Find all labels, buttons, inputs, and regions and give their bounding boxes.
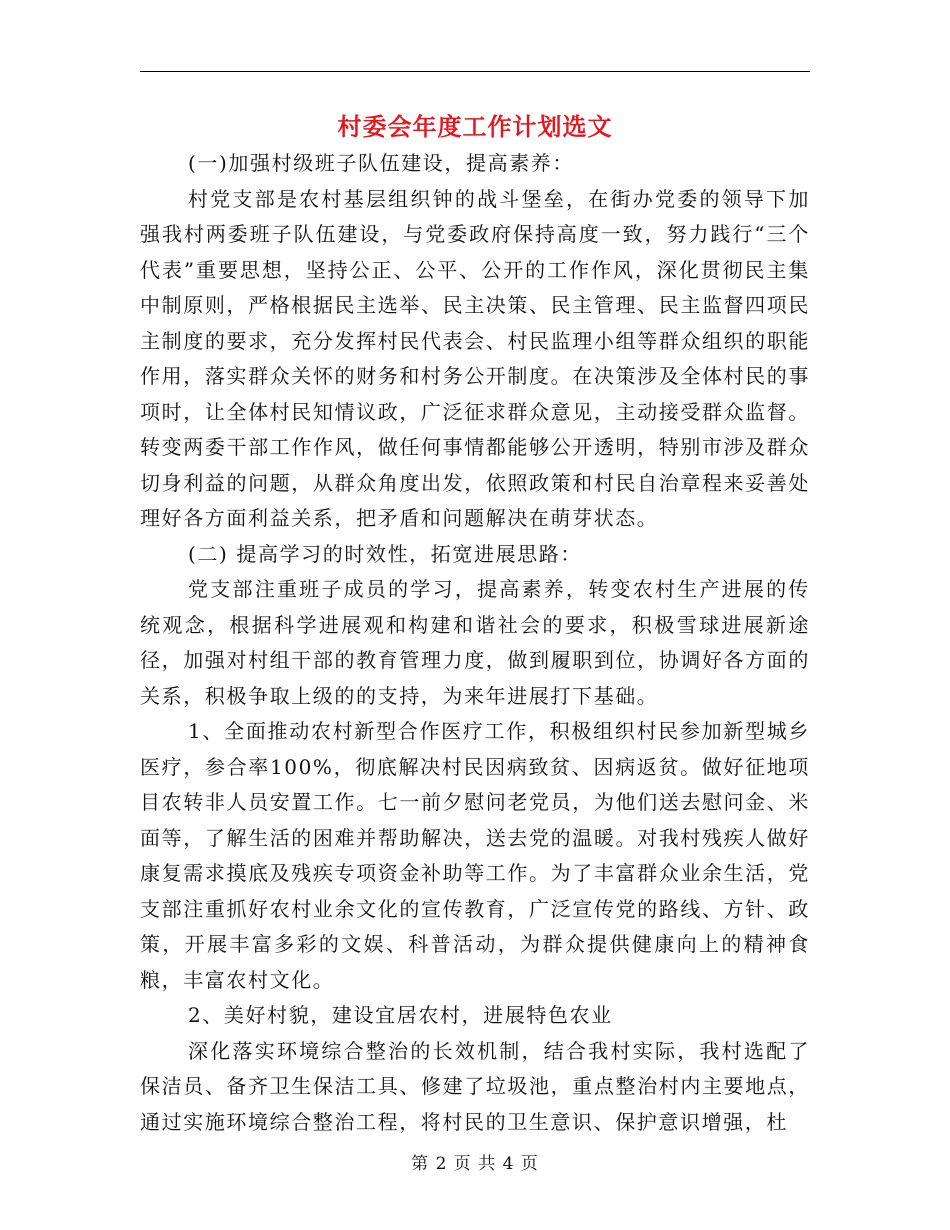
header-rule — [140, 71, 810, 72]
document-body — [140, 146, 810, 1140]
subsection-heading: 2、美好村貌，建设宜居农村，进展特色农业 — [188, 1003, 613, 1027]
section-heading-2: (二) 提高学习的时效性，拓宽进展思路： — [188, 541, 582, 566]
document-title: 村委会年度工作计划选文 — [337, 112, 613, 141]
page-number: 第 2 页 共 4 页 — [411, 1154, 539, 1174]
section-heading-1: (一)加强村级班子队伍建设，提高素养： — [188, 151, 575, 175]
body-paragraph: 党支部注重班子成员的学习，提高素养，转变农村生产进展的传统观念，根据科学进展观和构建和谐社会的要求，积极雪球进展新途径，加强对村组干部的教育管理力度，做到履职到位，协调好各方面的关系，积极争取上级的的支持，为来年进展打下基础。 — [140, 577, 810, 708]
body-paragraph: 1、全面推动农村新型合作医疗工作，积极组织村民参加新型城乡医疗，参合率100%，彻底解决村民因病致贫、因病返贫。做好征地项目农转非人员安置工作。七一前夕慰问老党员，为他们送去慰问金、米面等，了解生活的困难并帮助解决，送去党的温暖。对我村残疾人做好康复需求摸底及残疾专项资金补助等工作。为了丰富群众业余生活，党支部注重抓好农村业余文化的宣传教育，广泛宣传党的路线、方针、政策，开展丰富多彩的文娱、科普活动，为群众提供健康向上的精神食粮，丰富农村文化。 — [140, 719, 810, 992]
body-paragraph: 深化落实环境综合整治的长效机制，结合我村实际，我村选配了保洁员、备齐卫生保洁工具、修建了垃圾池，重点整治村内主要地点，通过实施环境综合整治工程，将村民的卫生意识、保护意识增强，杜 — [140, 1038, 810, 1134]
body-paragraph: 村党支部是农村基层组织钟的战斗堡垒，在街办党委的领导下加强我村两委班子队伍建设，与党委政府保持高度一致，努力践行“三个代表”重要思想，坚持公正、公平、公开的工作作风，深化贯彻民主集中制原则，严格根据民主选举、民主决策、民主管理、民主监督四项民主制度的要求，充分发挥村民代表会、村民监理小组等群众组织的职能作用，落实群众关怀的财务和村务公开制度。在决策涉及全体村民的事项时，让全体村民知情议政，广泛征求群众意见，主动接受群众监督。转变两委干部工作作风，做任何事情都能够公开透明，特别市涉及群众切身利益的问题，从群众角度出发，依照政策和村民自治章程来妥善处理好各方面利益关系，把矛盾和问题解决在萌芽状态。 — [140, 186, 810, 530]
